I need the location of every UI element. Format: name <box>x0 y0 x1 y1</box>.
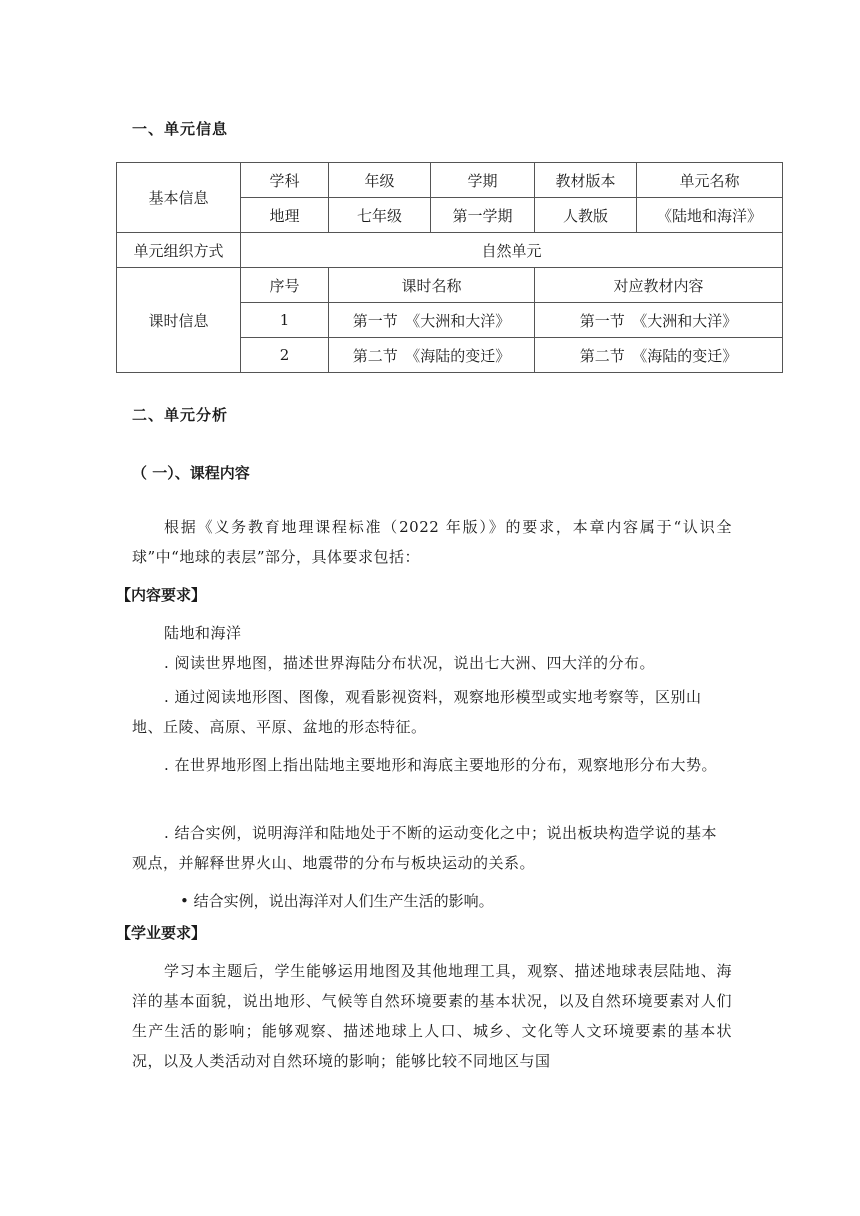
unit-info-table <box>116 162 783 373</box>
value-semester: 第一学期 <box>431 198 535 233</box>
academic-req-paragraph: 学习本主题后，学生能够运用地图及其他地理工具，观察、描述地球表层陆地、海洋的基本面貌，说出地形、气候等自然环境要素的基本状况，以及自然环境要素对人们生产生活的影响；能够观察、描述地球上人口、城乡、文化等人文环境要素的基本状况，以及人类活动对自然环境的影响；能够比较不同地区与国 <box>132 962 732 1070</box>
value-subject: 地理 <box>241 198 329 233</box>
section-title-unit-info: 一、单元信息 <box>132 120 229 138</box>
lesson-name: 第一节 《大洲和大洋》 <box>329 303 535 338</box>
subsection-title-course-content: （ 一）、课程内容 <box>132 464 250 482</box>
org-label: 单元组织方式 <box>117 233 241 268</box>
lesson-header-no: 序号 <box>241 268 329 303</box>
lesson-content: 第一节 《大洲和大洋》 <box>535 303 783 338</box>
lesson-header-name: 课时名称 <box>329 268 535 303</box>
lesson-no: 2 <box>241 338 329 373</box>
list-item: . 通过阅读地形图、图像，观看影视资料，观察地形模型或实地考察等，区别山地、丘陵、高原、平原、盆地的形态特征。 <box>132 688 702 736</box>
header-subject: 学科 <box>241 163 329 198</box>
header-unit-name: 单元名称 <box>637 163 783 198</box>
header-grade: 年级 <box>329 163 431 198</box>
lesson-content: 第二节 《海陆的变迁》 <box>535 338 783 373</box>
header-semester: 学期 <box>431 163 535 198</box>
value-unit-name: 《陆地和海洋》 <box>637 198 783 233</box>
table-row <box>117 163 783 198</box>
content-req-title: 【内容要求】 <box>116 586 207 604</box>
list-item: . 结合实例，说明海洋和陆地处于不断的运动变化之中；说出板块构造学说的基本观点，并解释世界火山、地震带的分布与板块运动的关系。 <box>132 824 718 872</box>
table-row <box>117 268 783 303</box>
value-grade: 七年级 <box>329 198 431 233</box>
intro-paragraph: 根据《义务教育地理课程标准（2022 年版）》的要求，本章内容属于“认识全球”中“地球的表层”部分，具体要求包括： <box>132 518 732 566</box>
list-item: . 阅读世界地图，描述世界海陆分布状况，说出七大洲、四大洋的分布。 <box>164 654 656 672</box>
table-row <box>117 233 783 268</box>
lesson-info-label: 课时信息 <box>117 268 241 373</box>
section-title-unit-analysis: 二、单元分析 <box>132 406 229 424</box>
lesson-no: 1 <box>241 303 329 338</box>
academic-req-title: 【学业要求】 <box>116 924 207 942</box>
value-edition: 人教版 <box>535 198 637 233</box>
content-req-topic: 陆地和海洋 <box>164 624 242 642</box>
org-value: 自然单元 <box>241 233 783 268</box>
basic-info-label: 基本信息 <box>117 163 241 233</box>
lesson-header-content: 对应教材内容 <box>535 268 783 303</box>
lesson-name: 第二节 《海陆的变迁》 <box>329 338 535 373</box>
header-edition: 教材版本 <box>535 163 637 198</box>
list-item: . 在世界地形图上指出陆地主要地形和海底主要地形的分布，观察地形分布大势。 <box>164 756 718 774</box>
list-item: • 结合实例，说出海洋对人们生产生活的影响。 <box>180 892 494 910</box>
